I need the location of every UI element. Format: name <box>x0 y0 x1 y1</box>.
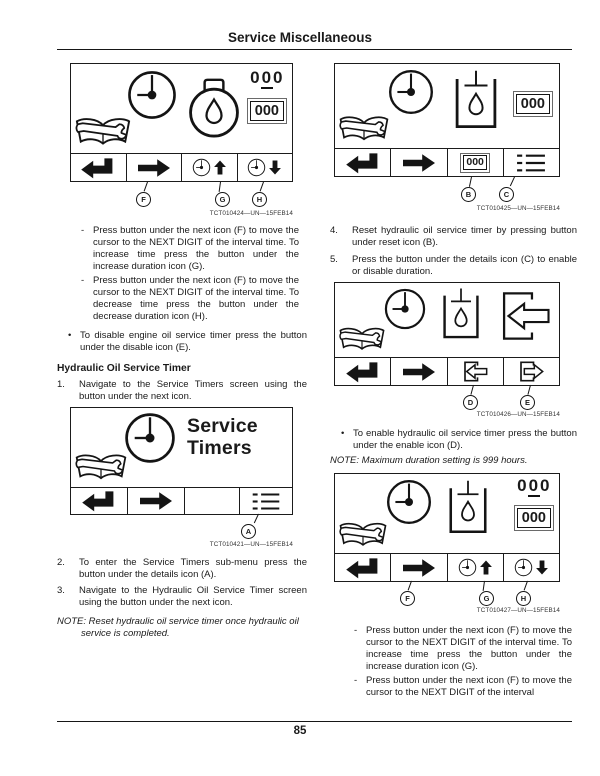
enable-button <box>448 358 504 385</box>
callout-G: G <box>479 591 494 606</box>
previous-button <box>335 554 391 581</box>
display-screen <box>335 474 559 553</box>
disable-icon <box>516 359 546 384</box>
previous-icon <box>343 151 383 175</box>
interval-value-box: 000 <box>513 91 553 117</box>
section-heading: Hydraulic Oil Service Timer <box>57 363 191 374</box>
figure-enable-disable <box>334 282 560 416</box>
clock-icon <box>126 69 178 121</box>
previous-icon <box>79 489 119 513</box>
engine-oil-icon <box>184 76 244 138</box>
previous-icon <box>78 156 118 180</box>
clock-icon <box>247 158 266 177</box>
button-row <box>71 153 292 181</box>
hydraulic-oil-icon <box>447 479 489 535</box>
book-wrench-icon <box>338 517 388 551</box>
footer-rule <box>57 721 572 722</box>
button-row <box>335 357 559 385</box>
callout-leader <box>470 385 474 395</box>
next-button <box>391 554 447 581</box>
next-button <box>391 358 447 385</box>
step-item: 1. Navigate to the Service Timers screen using the button under the next icon. <box>57 379 307 402</box>
figure-hydraulic-reset <box>334 63 560 218</box>
book-wrench-icon <box>74 111 132 151</box>
figure-caption: TCT010426—UN—15FEB14 <box>476 411 560 418</box>
list-item: • To enable hydraulic oil service timer press the button under the enable icon (D). <box>341 428 577 451</box>
callout-A: A <box>241 524 256 539</box>
left-column <box>57 225 307 640</box>
previous-button <box>335 149 391 176</box>
figure-hydraulic-duration <box>334 473 560 614</box>
header-rule <box>57 49 572 50</box>
display-panel <box>334 473 560 582</box>
page-title: Service Miscellaneous <box>227 30 373 45</box>
next-button <box>128 488 185 514</box>
down-arrow-icon <box>268 157 282 178</box>
display-screen <box>335 283 559 357</box>
interval-value-box: 000 <box>514 505 554 531</box>
previous-icon <box>343 556 383 580</box>
clock-icon <box>387 68 435 116</box>
button-row <box>335 553 559 581</box>
callout-leader <box>408 581 413 591</box>
increase-duration-button <box>448 554 504 581</box>
book-wrench-icon <box>338 322 386 355</box>
display-panel <box>334 282 560 386</box>
callout-leader <box>219 182 222 192</box>
callout-E: E <box>520 395 535 410</box>
reset-button <box>448 149 504 176</box>
hydraulic-oil-icon <box>453 69 499 130</box>
clock-icon <box>385 478 433 526</box>
right-column <box>330 225 577 699</box>
callout-G: G <box>215 192 230 207</box>
down-arrow-icon <box>535 557 549 578</box>
figure-caption: TCT010425—UN—15FEB14 <box>476 205 560 212</box>
disable-button <box>504 358 559 385</box>
page-number: 85 <box>293 725 307 737</box>
screen-title: Service Timers <box>187 415 258 459</box>
next-button <box>391 149 447 176</box>
callout-D: D <box>463 395 478 410</box>
previous-icon <box>343 360 383 384</box>
step-item: 3. Navigate to the Hydraulic Oil Service Timer screen using the button under the next icon. <box>57 585 307 608</box>
next-icon <box>400 556 438 580</box>
callout-F: F <box>136 192 151 207</box>
next-icon <box>137 489 175 513</box>
decrease-duration-button <box>238 154 293 181</box>
book-wrench-icon <box>74 448 128 485</box>
clock-icon <box>458 558 477 577</box>
reset-icon: 000 <box>460 153 490 173</box>
next-icon <box>135 156 173 180</box>
figure-engine-oil-duration <box>70 63 293 223</box>
clock-icon <box>514 558 533 577</box>
enable-icon <box>497 289 553 343</box>
interval-cursor-digits: 0 0 0 <box>517 476 551 495</box>
callout-H: H <box>516 591 531 606</box>
up-arrow-icon <box>479 557 493 578</box>
note: NOTE: Reset hydraulic oil service timer once hydraulic oil service is completed. <box>57 616 299 639</box>
step-item: 5. Press the button under the details icon (C) to enable or disable duration. <box>330 254 577 277</box>
interval-value-box: 000 <box>247 98 287 124</box>
callout-leader <box>510 177 515 187</box>
step-item: 4. Reset hydraulic oil service timer by pressing button under reset icon (B). <box>330 225 577 248</box>
figure-caption: TCT010421—UN—15FEB14 <box>209 541 293 548</box>
next-icon <box>400 360 438 384</box>
enable-icon <box>460 359 490 384</box>
up-arrow-icon <box>213 157 227 178</box>
clock-icon <box>123 411 177 465</box>
list-item: - Press button under the next icon (F) to move the cursor to the NEXT DIGIT of the interval <box>354 675 572 698</box>
callout-leader <box>524 581 529 591</box>
details-button <box>504 149 559 176</box>
display-panel <box>70 407 293 515</box>
callout-leader <box>144 182 149 192</box>
list-item: - Press button under the next icon (F) to move the cursor to the NEXT DIGIT of the interval time. To increase time press the button under the increase duration icon (G). <box>81 225 299 272</box>
callout-F: F <box>400 591 415 606</box>
previous-button <box>335 358 391 385</box>
callout-C: C <box>499 187 514 202</box>
button-row <box>335 148 559 176</box>
increase-duration-button <box>182 154 238 181</box>
display-screen <box>71 64 292 153</box>
details-button <box>239 488 292 514</box>
decrease-duration-button <box>504 554 559 581</box>
details-icon <box>249 491 283 512</box>
callout-leader <box>469 177 472 187</box>
previous-button <box>71 154 127 181</box>
display-panel <box>334 63 560 177</box>
figure-service-timers <box>70 407 293 547</box>
figure-caption: TCT010427—UN—15FEB14 <box>476 607 560 614</box>
note: NOTE: Maximum duration setting is 999 hours. <box>330 455 528 466</box>
button-row-spacer <box>185 488 239 514</box>
display-screen <box>71 408 292 487</box>
button-row <box>71 487 292 514</box>
previous-button <box>71 488 128 514</box>
list-item: - Press button under the next icon (F) to move the cursor to the NEXT DIGIT of the interval time. To increase time press the button under the increase duration icon (G). <box>354 625 572 672</box>
clock-icon <box>383 287 427 331</box>
next-icon <box>400 151 438 175</box>
display-screen <box>335 64 559 148</box>
callout-leader <box>254 514 259 524</box>
callout-leader <box>260 182 265 192</box>
callout-H: H <box>252 192 267 207</box>
book-wrench-icon <box>338 110 390 146</box>
callout-leader <box>527 385 531 395</box>
details-icon <box>513 152 549 174</box>
clock-icon <box>192 158 211 177</box>
callout-B: B <box>461 187 476 202</box>
figure-caption: TCT010424—UN—15FEB14 <box>209 210 293 217</box>
hydraulic-oil-icon <box>441 287 481 340</box>
list-item: - Press button under the next icon (F) to move the cursor to the NEXT DIGIT of the interval time. To decrease time press the button under the decrease duration icon (H). <box>81 275 299 322</box>
list-item: • To disable engine oil service timer press the button under the disable icon (E). <box>68 330 307 353</box>
step-item: 2. To enter the Service Timers sub-menu press the button under the details icon (A). <box>57 557 307 580</box>
callout-leader <box>483 581 486 591</box>
display-panel <box>70 63 293 182</box>
next-button <box>127 154 183 181</box>
interval-cursor-digits: 0 0 0 <box>250 68 284 87</box>
